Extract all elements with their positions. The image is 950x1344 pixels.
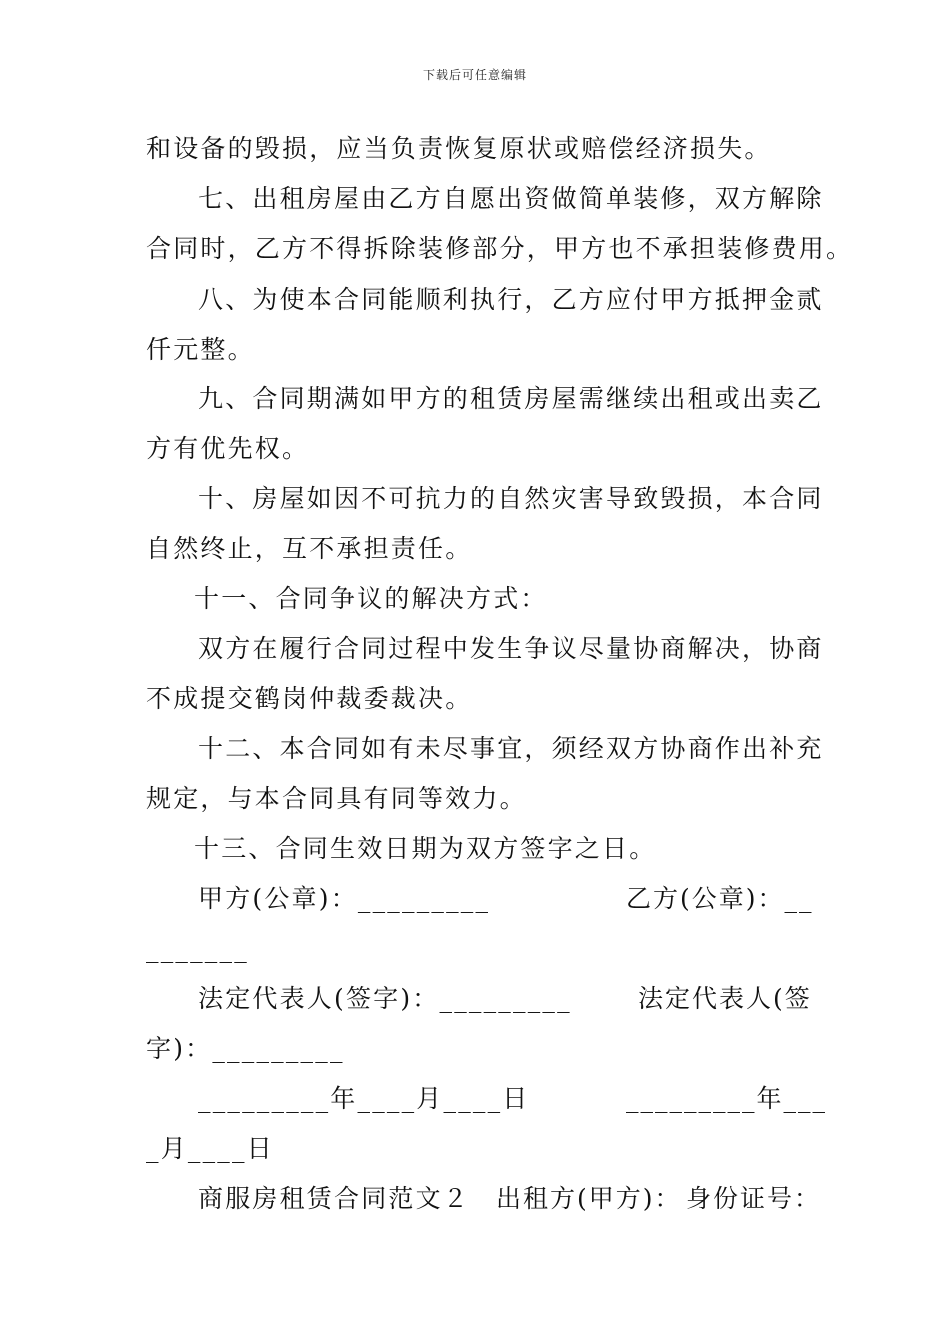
clause-11-line-1: 双方在履行合同过程中发生争议尽量协商解决，协商 (198, 634, 824, 663)
next-contract-title: 商服房租赁合同范文２ (198, 1184, 471, 1213)
date-b-line: _________年___ (626, 1084, 828, 1113)
clause-9-line-1: 九、合同期满如甲方的租赁房屋需继续出租或出卖乙 (198, 384, 824, 413)
rep-b-signature-line-cont: 字)：_________ (146, 1034, 345, 1063)
clause-11-line-2: 不成提交鹤岗仲裁委裁决。 (146, 684, 473, 713)
date-b-line-cont: _月____日 (146, 1134, 274, 1163)
page-header: 下载后可任意编辑 (422, 68, 527, 82)
clause-10-line-1: 十、房屋如因不可抗力的自然灾害导致毁损，本合同 (198, 484, 824, 513)
clause-8-line-2: 仟元整。 (146, 335, 255, 364)
clause-13: 十三、合同生效日期为双方签字之日。 (194, 834, 657, 863)
clause-8-line-1: 八、为使本合同能顺利执行，乙方应付甲方抵押金贰 (198, 285, 824, 314)
rep-a-signature-line: 法定代表人(签字)：_________ (198, 984, 572, 1013)
party-b-seal-line-cont: _______ (146, 934, 249, 963)
rep-b-signature-line: 法定代表人(签 (638, 984, 812, 1013)
party-b-seal-line: 乙方(公章)：__ (626, 884, 814, 913)
clause-7-line-1: 七、出租房屋由乙方自愿出资做简单装修，双方解除 (198, 184, 824, 213)
lessor-label: 出租方(甲方)： (496, 1184, 682, 1213)
clause-12-line-1: 十二、本合同如有未尽事宜，须经双方协商作出补充 (198, 734, 824, 763)
id-number-label: 身份证号： (686, 1184, 822, 1213)
party-a-seal-line: 甲方(公章)：_________ (198, 884, 491, 913)
clause-11-heading: 十一、合同争议的解决方式： (194, 584, 548, 613)
date-a-line: _________年____月____日 (198, 1084, 530, 1113)
clause-6-continuation: 和设备的毁损，应当负责恢复原状或赔偿经济损失。 (146, 134, 772, 163)
clause-10-line-2: 自然终止，互不承担责任。 (146, 534, 473, 563)
clause-7-line-2: 合同时，乙方不得拆除装修部分，甲方也不承担装修费用。 (146, 234, 854, 263)
clause-9-line-2: 方有优先权。 (146, 434, 310, 463)
clause-12-line-2: 规定，与本合同具有同等效力。 (146, 784, 527, 813)
